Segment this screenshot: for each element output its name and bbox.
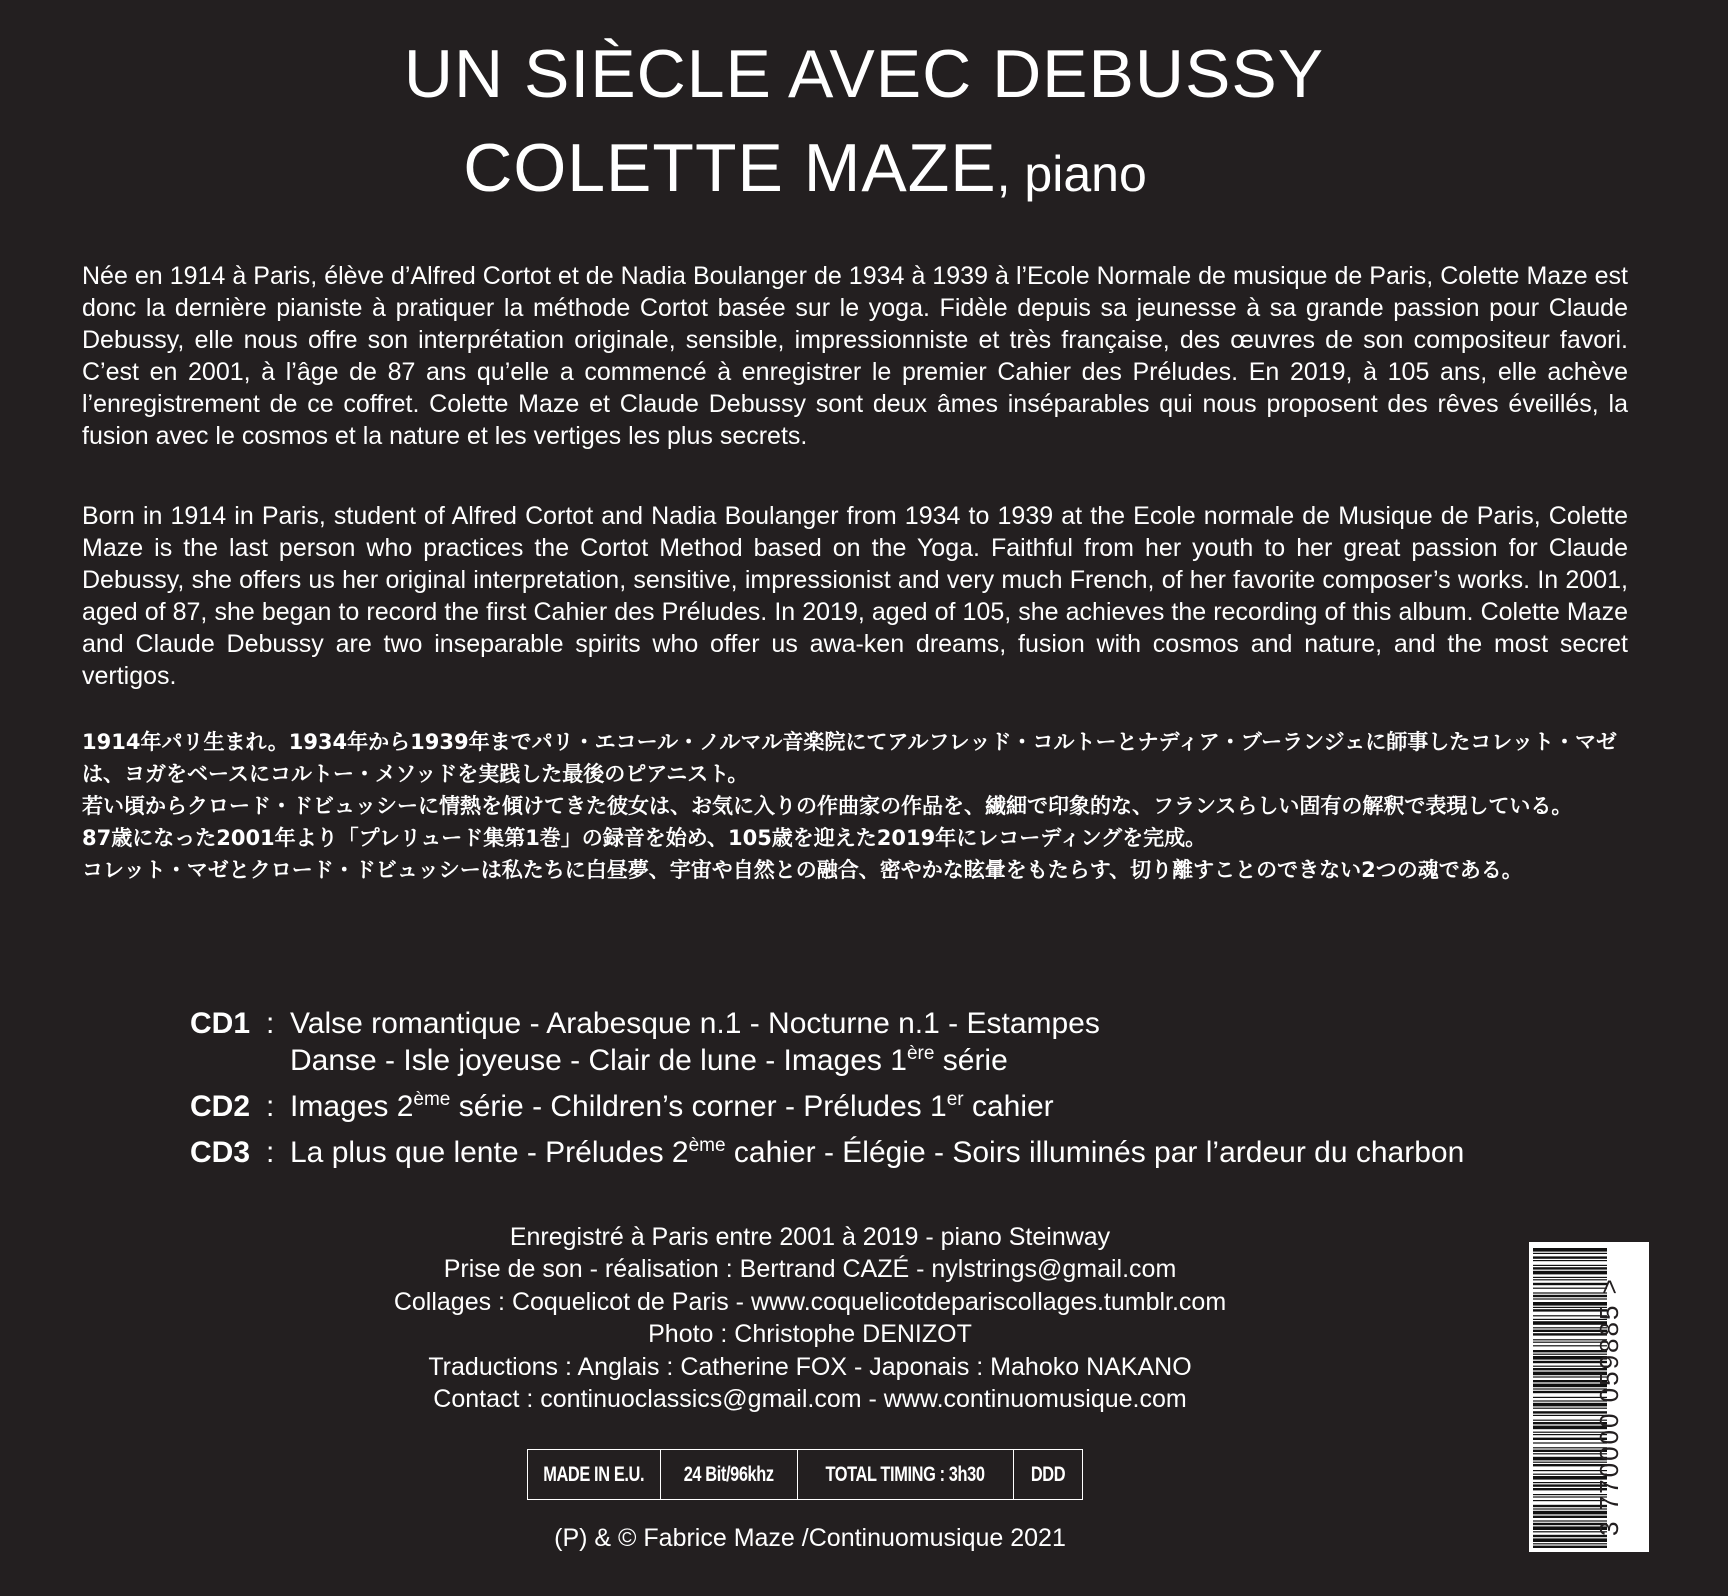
japanese-line-4: コレット・マゼとクロード・ドビュッシーは私たちに白昼夢、宇宙や自然との融合、密やかな眩暈をもたらす、切り離すことのできない2つの魂である。 xyxy=(82,858,1523,882)
cd1-label: CD1 xyxy=(190,1007,251,1040)
cd3-label: CD3 xyxy=(190,1136,251,1169)
album-title: UN SIÈCLE AVEC DEBUSSY xyxy=(403,36,1325,112)
cd2-label: CD2 xyxy=(190,1090,251,1123)
cd2-tracks-post: cahier xyxy=(963,1090,1054,1123)
artist-name: COLETTE MAZE xyxy=(463,130,997,206)
cd3-separator: : xyxy=(266,1136,275,1169)
barcode-bar xyxy=(1533,1260,1607,1261)
barcode-bar xyxy=(1533,1265,1607,1266)
barcode-bars xyxy=(1529,1242,1649,1552)
cd2-tracks-mid: série - Children’s corner - Préludes 1 xyxy=(450,1090,947,1123)
barcode-bar xyxy=(1533,1538,1607,1542)
japanese-line-1: 1914年パリ生まれ。1934年から1939年までパリ・エコール・ノルマル音楽院にてアルフレッド・コルトーとナディア・ブーランジェに師事したコレット・マゼは、ヨガをベースにコルトー・メソッドを実践した最後のピアニスト。 xyxy=(82,730,1617,786)
cd2-sup-2: er xyxy=(946,1089,964,1110)
barcode-bar xyxy=(1533,1256,1607,1258)
cd2-separator: : xyxy=(266,1090,275,1123)
credit-photo: Photo : Christophe DENIZOT xyxy=(648,1320,972,1349)
cd1-line2-sup: ère xyxy=(906,1043,935,1064)
spec-bitrate: 24 Bit/96khz xyxy=(661,1450,798,1499)
cd1-line2-post: série xyxy=(934,1044,1008,1077)
credits xyxy=(300,1221,1320,1415)
cd1-row xyxy=(190,1004,1100,1044)
credit-recording: Enregistré à Paris entre 2001 à 2019 - piano Steinway xyxy=(509,1223,1111,1251)
biography-japanese xyxy=(82,726,1632,886)
cd2-row xyxy=(190,1087,1054,1127)
barcode xyxy=(1529,1242,1649,1552)
specs-box xyxy=(527,1449,1083,1500)
spec-ddd: DDD xyxy=(1030,1462,1066,1486)
cd1-tracks-line2: Danse - Isle joyeuse - Clair de lune - Images 1 xyxy=(290,1044,907,1077)
credit-collages: Collages : Coquelicot de Paris - www.coquelicotdepariscollages.tumblr.com xyxy=(393,1287,1227,1316)
barcode-bar xyxy=(1533,1271,1607,1275)
artist-line xyxy=(0,128,1610,214)
cd1-tracks-line1: Valse romantique - Arabesque n.1 - Nocturne n.1 - Estampes xyxy=(290,1007,1100,1040)
cd2-sup-1: ème xyxy=(413,1089,451,1110)
credit-contact: Contact : continuoclassics@gmail.com - www.continuomusique.com xyxy=(433,1385,1187,1414)
barcode-bar xyxy=(1533,1253,1607,1254)
copyright: (P) & © Fabrice Maze /Continuomusique 2021 xyxy=(554,1524,1066,1552)
biography-english: Born in 1914 in Paris, student of Alfred Cortot and Nadia Boulanger from 1934 to 1939 at the Ecole normale de Musique de Paris, Colette Maze is the last person who practices the Cortot Method based on the Yoga. Faithful from her youth to her great passion for Claude Debussy, she offers us her original interpretation, sensitive, impressionist and very much French, of her favorite composer’s works. In 2001, aged of 87, she began to record the first Cahier des Préludes. In 2019, aged of 105, she achieves the recording of this album. Colette Maze and Claude Debussy are two inseparable spirits who offer us awa-ken dreams, fusion with cosmos and nature, and the most secret vertigos. xyxy=(82,502,1628,690)
credit-translations: Traductions : Anglais : Catherine FOX - Japonais : Mahoko NAKANO xyxy=(428,1352,1192,1381)
cd3-tracks-post: cahier - Élégie - Soirs illuminés par l’ardeur du charbon xyxy=(725,1136,1465,1169)
japanese-line-3: 87歳になった2001年より「プレリュード集第1巻」の録音を始め、105歳を迎えた2019年にレコーディングを完成。 xyxy=(82,826,1207,850)
artist-instrument: , piano xyxy=(996,146,1147,202)
barcode-bar xyxy=(1533,1546,1607,1548)
barcode-bar xyxy=(1533,1267,1607,1269)
barcode-bar xyxy=(1533,1543,1607,1544)
cd3-tracks-pre: La plus que lente - Préludes 2 xyxy=(290,1136,689,1169)
cd3-sup: ème xyxy=(688,1135,726,1156)
barcode-bar xyxy=(1533,1248,1607,1252)
barcode-number: 3 770000 059885 > xyxy=(1594,1277,1624,1536)
spec-total-timing: TOTAL TIMING : 3h30 xyxy=(798,1450,1014,1499)
japanese-line-2: 若い頃からクロード・ドビュッシーに情熱を傾けてきた彼女は、お気に入りの作曲家の作品を、繊細で印象的な、フランスらしい固有の解釈で表現している。 xyxy=(82,794,1573,818)
biography-french: Née en 1914 à Paris, élève d’Alfred Cortot et de Nadia Boulanger de 1934 à 1939 à l’Ecole Normale de musique de Paris, Colette Maze est donc la dernière pianiste à pratiquer la méthode Cortot basée sur le yoga. Fidèle depuis sa jeunesse à sa grande passion pour Claude Debussy, elle nous offre son interprétation originale, sensible, impressionniste et très française, des œuvres de son compositeur favori. C’est en 2001, à l’âge de 87 ans qu’elle a commencé à enregistrer le premier Cahier des Préludes. En 2019, à 105 ans, elle achève l’enregistrement de ce coffret. Colette Maze et Claude Debussy sont deux âmes inséparables qui nous proposent des rêves éveillés, la fusion avec le cosmos et la nature et les vertiges les plus secrets. xyxy=(82,262,1628,450)
spec-made-in: MADE IN E.U. xyxy=(528,1450,661,1499)
cd1-separator: : xyxy=(266,1007,275,1040)
credit-sound: Prise de son - réalisation : Bertrand CAZÉ - nylstrings@gmail.com xyxy=(443,1255,1177,1284)
cd3-row xyxy=(190,1133,1464,1173)
cd2-tracks-pre: Images 2 xyxy=(290,1090,414,1123)
cd1-row-2 xyxy=(290,1041,1008,1081)
